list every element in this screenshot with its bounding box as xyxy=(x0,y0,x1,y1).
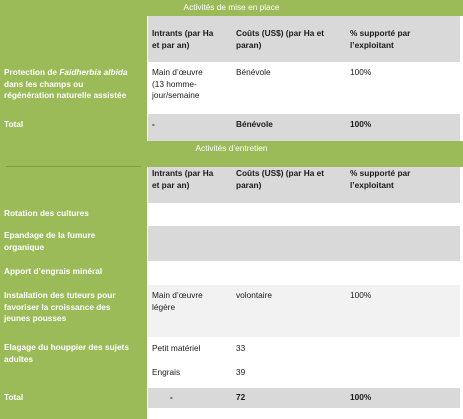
section-title-band xyxy=(0,141,463,167)
header-row xyxy=(0,167,463,203)
cell-couts xyxy=(232,203,346,226)
table-row xyxy=(0,261,463,285)
header-row xyxy=(0,16,463,62)
cell-intrants xyxy=(148,203,232,226)
cell-pct xyxy=(346,337,460,388)
footer-strip-cell xyxy=(0,408,147,419)
row-label-tuteurs: Installation des tuteurs pour favoriser la croissance des jeunes pousses xyxy=(0,285,147,337)
table-row xyxy=(0,285,463,337)
section-title-band xyxy=(0,0,463,16)
header-couts: Coûts (US$) (par Ha et paran) xyxy=(232,167,346,203)
cell-intrants xyxy=(148,337,232,388)
table-row xyxy=(0,62,463,114)
table-row xyxy=(0,203,463,226)
table-footer-strip xyxy=(0,408,463,419)
total-couts: Bénévole xyxy=(232,114,346,141)
header-intrants: Intrants (par Ha et par an) xyxy=(148,167,232,203)
header-couts: Coûts (US$) (par Ha et paran) xyxy=(232,16,346,62)
total-couts: 72 xyxy=(232,388,346,408)
section-title: Activités de mise en place xyxy=(0,0,463,16)
cell-intrants: Main d’œuvre légère xyxy=(148,285,232,337)
table-row xyxy=(0,337,463,388)
cell-pct xyxy=(346,203,460,226)
elagage-intrant-1: Petit matériel xyxy=(152,343,201,353)
cell-pct xyxy=(346,261,460,285)
total-label: Total xyxy=(0,388,147,408)
cell-couts xyxy=(232,337,346,388)
header-activity-cell xyxy=(0,16,147,62)
header-supporte: % supporté par l’exploitant xyxy=(346,167,460,203)
section-title: Activités d’entretien xyxy=(0,141,463,167)
cell-intrants xyxy=(148,226,232,261)
total-intrants: - xyxy=(148,388,232,408)
cell-pct xyxy=(346,226,460,261)
elagage-cout-1: 33 xyxy=(236,343,246,353)
total-pct: 100% xyxy=(346,388,460,408)
elagage-intrant-2: Engrais xyxy=(152,367,181,377)
cell-couts xyxy=(232,226,346,261)
row-label-engrais: Apport d’engrais minéral xyxy=(0,261,147,285)
header-activity-cell xyxy=(0,167,147,203)
total-label: Total xyxy=(0,114,147,141)
header-intrants: Intrants (par Ha et par an) xyxy=(148,16,232,62)
cell-pct: 100% xyxy=(346,62,460,114)
cell-intrants xyxy=(148,261,232,285)
header-supporte: % supporté par l’exploitant xyxy=(346,16,460,62)
cell-couts: Bénévole xyxy=(232,62,346,114)
row-label-fumure: Epandage de la fumure organique xyxy=(0,226,147,261)
cell-intrants: Main d’œuvre (13 homme- jour/semaine xyxy=(148,62,232,114)
row-label-rotation: Rotation des cultures xyxy=(0,203,147,226)
table-row xyxy=(0,226,463,261)
total-intrants: - xyxy=(148,114,232,141)
total-pct: 100% xyxy=(346,114,460,141)
cell-couts: volontaire xyxy=(232,285,346,337)
cell-pct: 100% xyxy=(346,285,460,337)
total-row xyxy=(0,388,463,408)
elagage-cout-2: 39 xyxy=(236,367,246,377)
row-label-elagage: Elagage du houppier des sujets adultes xyxy=(0,337,147,388)
row-label-faidherbia: Protection de Faidherbia albida dans les champs ou régénération naturelle assistée xyxy=(0,62,147,114)
cell-couts xyxy=(232,261,346,285)
total-row xyxy=(0,114,463,141)
